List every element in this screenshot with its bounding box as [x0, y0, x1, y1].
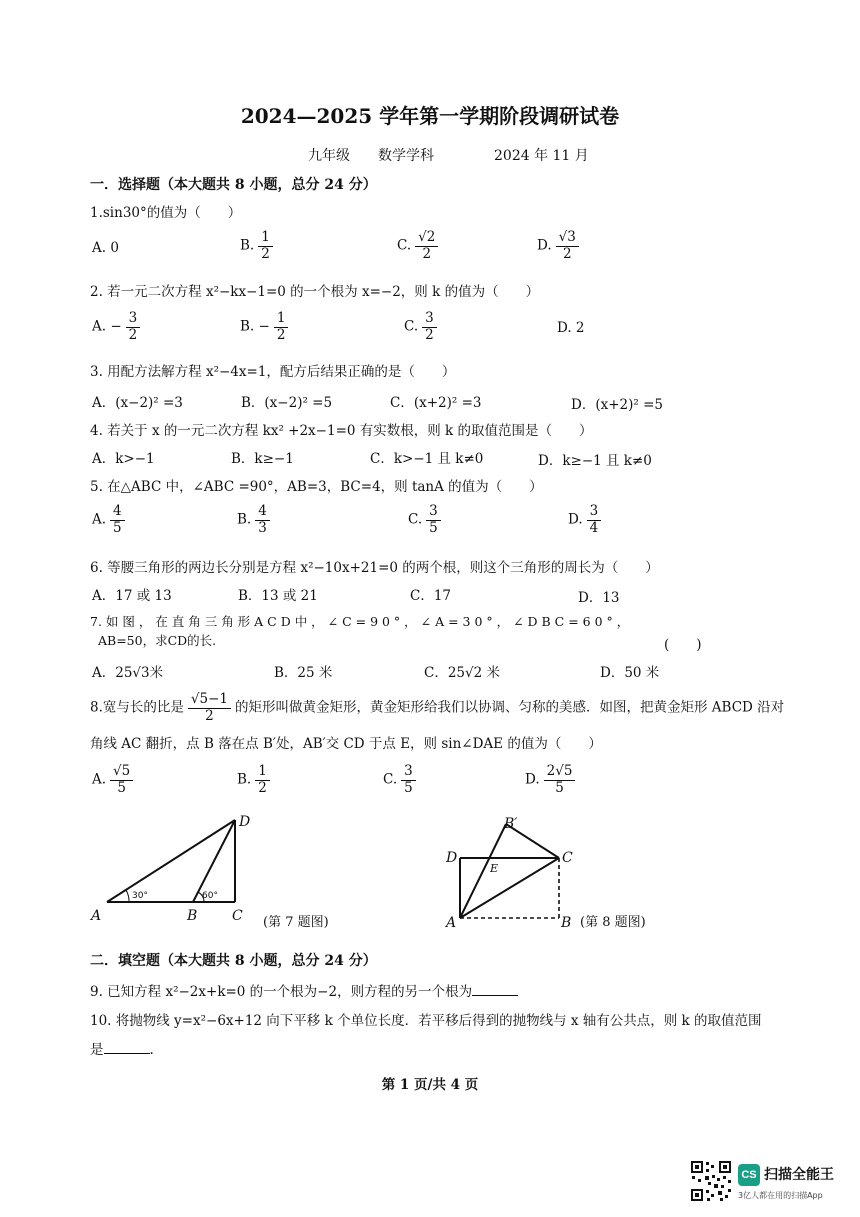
q4-option-c: C．k>−1 且 k≠0: [370, 451, 484, 467]
fig8-label-a: A: [446, 915, 457, 931]
qr-code-icon: [690, 1160, 732, 1202]
q2-option-d: D. 2: [557, 320, 585, 336]
cs-logo-icon: CS: [738, 1164, 760, 1186]
fig8-label-b: B: [561, 915, 572, 931]
q4-option-a: A．k>−1: [92, 451, 155, 467]
fig7-label-a: A: [91, 908, 102, 924]
grade-label: 九年级: [308, 148, 350, 164]
subject-label: 数学学科: [378, 148, 434, 164]
section-heading-choice: 一．选择题（本大题共 8 小题，总分 24 分）: [90, 177, 377, 193]
q5-option-b: B. $\frac{4}{3}$: [237, 504, 270, 536]
exam-title: 2024—2025 学年第一学期阶段调研试卷: [240, 104, 620, 128]
q6-option-a: A．17 或 13: [92, 588, 172, 604]
q1-option-b: B. $\frac{1}{2}$: [240, 230, 273, 262]
q1-option-c: C. $\frac{√2}{2}$: [397, 230, 438, 262]
q2-option-b: B. − $\frac{1}{2}$: [240, 311, 288, 343]
question-7: 7. 如 图 ， 在 直 角 三 角 形 A C D 中 ， ∠ C = 9 0 ° ， ∠ A = 3 0 ° ， ∠ D B C = 6 0 ° ，: [90, 614, 630, 629]
q2-option-a: A. − $\frac{3}{2}$: [92, 311, 140, 343]
question-7-answer-paren: ( ): [664, 637, 702, 653]
question-9: 9. 已知方程 x²−2x+k=0 的一个根为−2，则方程的另一个根为: [90, 980, 518, 1000]
section-heading-fill-in: 二．填空题（本大题共 8 小题，总分 24 分）: [90, 953, 377, 969]
q3-option-a: A．(x−2)² =3: [92, 395, 183, 411]
q4-option-d: D．k≥−1 且 k≠0: [538, 453, 652, 469]
fig8-label-e: E: [490, 862, 499, 875]
q3-option-d: D．(x+2)² =5: [571, 397, 663, 413]
q7-option-d: D．50 米: [600, 665, 660, 681]
q10-answer-blank[interactable]: [104, 1053, 150, 1054]
fig8-label-c: C: [562, 850, 573, 866]
q5-option-c: C. $\frac{3}{5}$: [408, 504, 441, 536]
fig8-label-d: D: [446, 850, 458, 866]
q6-option-d: D．13: [578, 590, 620, 606]
question-10: 10. 将抛物线 y=x²−6x+12 向下平移 k 个单位长度．若平移后得到的抛物线与 x 轴有公共点，则 k 的取值范围: [90, 1013, 762, 1029]
q5-option-a: A. $\frac{4}{5}$: [92, 504, 125, 536]
question-10-line2: 是 .: [90, 1042, 154, 1058]
scanner-watermark: [738, 1163, 834, 1200]
q8-option-c: C. $\frac{3}{5}$: [383, 764, 416, 796]
question-4: 4. 若关于 x 的一元二次方程 kx² +2x−1=0 有实数根，则 k 的取值范围是（ ）: [90, 423, 593, 439]
q8-option-d: D. $\frac{2√5}{5}$: [525, 764, 575, 796]
q9-answer-blank[interactable]: [472, 995, 518, 996]
q6-option-b: B．13 或 21: [238, 588, 318, 604]
fig7-label-d: D: [239, 814, 251, 830]
scanner-tagline: 3亿人都在用的扫描App: [738, 1191, 823, 1200]
figure-8-golden-rectangle: [440, 810, 700, 935]
q1-option-d: D. $\frac{√3}{2}$: [537, 230, 579, 262]
q1-option-a: A. 0: [92, 240, 119, 256]
fig8-caption: (第 8 题图): [580, 915, 646, 930]
question-8: 8.宽与长的比是 $\frac{√5-1}{2}$ 的矩形叫做黄金矩形，黄金矩形给我们以协调、匀称的美感．如图，把黄金矩形 ABCD 沿对: [90, 691, 785, 724]
question-6: 6. 等腰三角形的两边长分别是方程 x²−10x+21=0 的两个根，则这个三角形的周长为（ ）: [90, 560, 659, 576]
figure-7-right-triangle: [85, 810, 355, 935]
page-number: 第 1 页/共 4 页: [381, 1077, 479, 1093]
q2-option-c: C. $\frac{3}{2}$: [404, 311, 437, 343]
q4-option-b: B．k≥−1: [231, 451, 294, 467]
question-3: 3. 用配方法解方程 x²−4x=1，配方后结果正确的是（ ）: [90, 364, 456, 380]
fig7-label-c: C: [232, 908, 243, 924]
q7-option-a: A．25√3米: [92, 665, 164, 681]
question-2: 2. 若一元二次方程 x²−kx−1=0 的一个根为 x=−2，则 k 的值为（ ）: [90, 284, 540, 300]
q8-option-a: A. $\frac{√5}{5}$: [92, 764, 133, 796]
q7-option-b: B．25 米: [274, 665, 333, 681]
fig7-angle-30: 30°: [132, 891, 148, 901]
question-1: 1.sin30°的值为（ ）: [90, 205, 242, 221]
question-5: 5. 在△ABC 中，∠ABC =90°，AB=3，BC=4，则 tanA 的值为（ ）: [90, 479, 543, 495]
q8-option-b: B. $\frac{1}{2}$: [237, 764, 270, 796]
question-7-line2: AB=50，求CD的长.: [98, 633, 217, 648]
fig7-label-b: B: [187, 908, 198, 924]
q3-option-b: B．(x−2)² =5: [241, 395, 333, 411]
exam-date: 2024 年 11 月: [494, 148, 589, 164]
q5-option-d: D. $\frac{3}{4}$: [568, 504, 601, 536]
fig8-label-b-prime: B′: [504, 816, 518, 832]
scanner-brand-name: 扫描全能王: [764, 1166, 834, 1183]
q6-option-c: C．17: [410, 588, 452, 604]
q7-option-c: C．25√2 米: [424, 665, 500, 681]
question-8-line2: 角线 AC 翻折，点 B 落在点 B′处，AB′交 CD 于点 E，则 sin∠DAE 的值为（ ）: [90, 736, 602, 752]
q3-option-c: C．(x+2)² =3: [390, 395, 482, 411]
fig7-caption: (第 7 题图): [263, 915, 329, 930]
fig7-angle-60: 60°: [202, 891, 218, 901]
segment-ad: [107, 820, 235, 902]
